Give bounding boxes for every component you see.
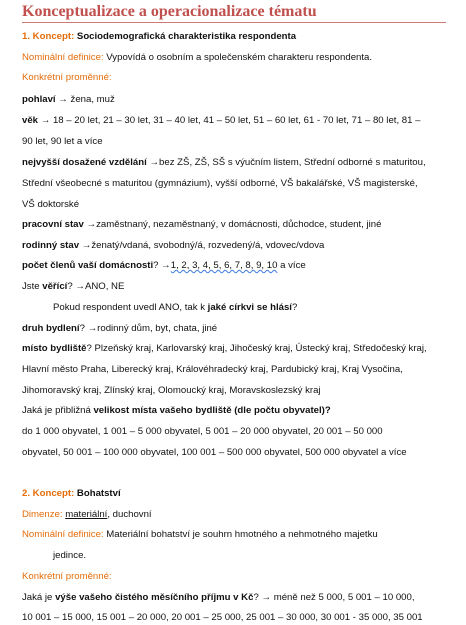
- var-druh-bydleni: [22, 323, 217, 335]
- var-vzdelani-cont-1: Střední všeobecné s maturitou (gymnázium), vyšší odborné, VŠ bakalářské, VŠ magisterské,: [22, 178, 418, 189]
- var-arrow: →: [161, 260, 171, 271]
- dimension-value-underlined: materiální: [65, 509, 108, 520]
- var-values: ? →ANO, NE: [67, 281, 125, 292]
- var-values: →ženatý/vdaná, svobodný/á, rozvedený/á, vdovec/vdova: [81, 240, 325, 251]
- var-velikost-values-2: obyvatel, 50 001 – 100 000 obyvatel, 100 001 – 500 000 obyvatel, 500 000 obyvatel a více: [22, 447, 407, 458]
- concept-1-heading: [22, 31, 296, 43]
- var-values: ? Plzeňský kraj, Karlovarský kraj, Jihočeský kraj, Ústecký kraj, Středočeský kraj,: [86, 343, 427, 354]
- var-label: pohlaví: [22, 94, 56, 105]
- definition-text-cont: jedince.: [53, 550, 87, 561]
- var-label: jaké církvi se hlásí: [207, 302, 292, 313]
- var-rodinny-stav: [22, 240, 324, 252]
- var-label: místo bydliště: [22, 343, 87, 354]
- concept-2-name: Bohatství: [76, 488, 121, 499]
- var-values: ? → méně než 5 000, 5 001 – 10 000,: [253, 592, 415, 603]
- dimension-value-rest: , duchovní: [107, 509, 152, 520]
- var-misto-cont-2: Jihomoravský kraj, Zlínský kraj, Olomoucký kraj, Moravskoslezský kraj: [22, 385, 321, 396]
- definition-text: Materiální bohatství je souhrn hmotného a nehmotného majetku: [106, 529, 378, 540]
- var-label: velikost místa vašeho bydliště (dle počtu obyvatel): [93, 405, 325, 416]
- concept-1-name: Sociodemografická charakteristika respondenta: [76, 31, 297, 42]
- definition-text: Vypovídá o osobním a společenském charakteru respondenta.: [106, 52, 373, 63]
- document-title: Konceptualizace a operacionalizace tématu: [22, 3, 446, 23]
- var-pocet-clenu: [22, 260, 306, 272]
- var-verici: [22, 281, 124, 293]
- var-vek: [22, 115, 420, 127]
- var-post: ?: [291, 302, 298, 313]
- var-values: → žena, muž: [58, 94, 115, 105]
- var-label: nejvyšší dosažené vzdělání: [22, 157, 147, 168]
- var-pre: Jste: [22, 281, 43, 292]
- concept-1-definition: [22, 52, 372, 64]
- dimension-label: Dimenze:: [22, 509, 63, 520]
- var-velikost-mista: [22, 405, 331, 417]
- definition-label: Nominální definice:: [22, 52, 104, 63]
- var-label: druh bydlení: [22, 323, 80, 334]
- var-label: věk: [22, 115, 39, 126]
- concept-2-definition: [22, 529, 378, 541]
- var-post: ?: [324, 405, 331, 416]
- concept-2-heading: [22, 488, 121, 500]
- concept-2-dimension: [22, 509, 152, 521]
- variables-label-2: Konkrétní proměnné:: [22, 571, 112, 582]
- var-prijem: [22, 592, 415, 604]
- var-values: →zaměstnaný, nezaměstnaný, v domácnosti, důchodce, student, jiné: [86, 219, 382, 230]
- var-pre: Jaká je přibližná: [22, 405, 94, 416]
- variables-label: Konkrétní proměnné:: [22, 72, 112, 83]
- var-velikost-values-1: do 1 000 obyvatel, 1 001 – 5 000 obyvatel, 5 001 – 20 000 obyvatel, 20 001 – 50 000: [22, 426, 383, 437]
- var-q: ?: [153, 260, 159, 271]
- var-vzdelani-cont-2: VŠ doktorské: [22, 199, 80, 210]
- concept-2-label: 2. Koncept:: [22, 488, 75, 499]
- var-values: →bez ZŠ, ZŠ, SŠ s výučním listem, Střední odborné s maturitou,: [149, 157, 426, 168]
- definition-label: Nominální definice:: [22, 529, 104, 540]
- concept-1-label: 1. Koncept:: [22, 31, 75, 42]
- var-misto-cont-1: Hlavní město Praha, Liberecký kraj, Královéhradecký kraj, Pardubický kraj, Kraj Vysočina,: [22, 364, 403, 375]
- var-prijem-cont: 10 001 – 15 000, 15 001 – 20 000, 20 001 – 25 000, 25 001 – 30 000, 30 001 - 35 000, 35 001: [22, 612, 423, 623]
- var-vek-cont: 90 let, 90 let a více: [22, 136, 103, 147]
- var-vzdelani: [22, 157, 426, 169]
- var-label: rodinný stav: [22, 240, 80, 251]
- var-pre: Pokud respondent uvedl ANO, tak k: [53, 302, 208, 313]
- var-values: ? →rodinný dům, byt, chata, jiné: [79, 323, 218, 334]
- var-cirkev: [53, 302, 297, 314]
- var-values: → 18 – 20 let, 21 – 30 let, 31 – 40 let, 41 – 50 let, 51 – 60 let, 61 - 70 let, 71 – 80 let, 81 –: [40, 115, 421, 126]
- var-values-tail: a více: [280, 260, 306, 271]
- var-misto-bydliste: [22, 343, 427, 355]
- var-label: počet členů vaší domácnosti: [22, 260, 154, 271]
- var-label: výše vašeho čistého měsíčního příjmu v Kč: [55, 592, 254, 603]
- var-pracovni-stav: [22, 219, 381, 231]
- var-pohlavi: [22, 94, 115, 106]
- var-label: pracovní stav: [22, 219, 84, 230]
- var-values-list: 1, 2, 3, 4, 5, 6, 7, 8, 9, 10: [170, 260, 278, 271]
- var-label: věřící: [42, 281, 68, 292]
- var-pre: Jaká je: [22, 592, 56, 603]
